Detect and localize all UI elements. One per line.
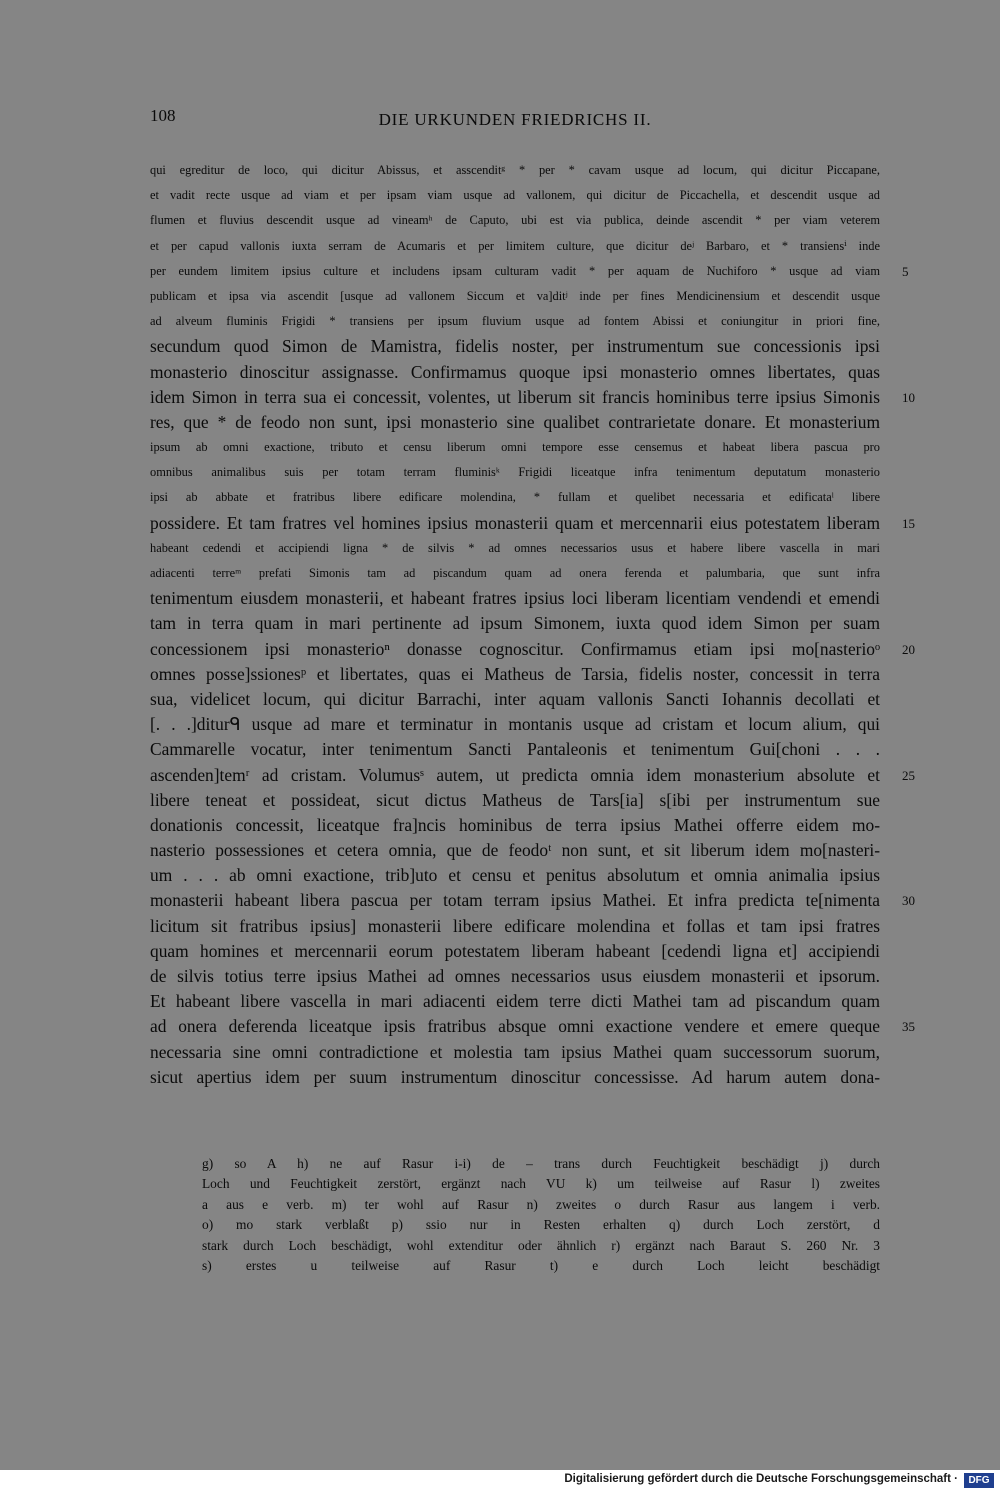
text-line-content: ad alveum fluminis Frigidi * transiens per ipsum fluvium usque ad fontem Abissi et coniungitur in priori fine, xyxy=(150,314,880,329)
text-line-content: et per capud vallonis iuxta serram de Acumaris et per limitem culture, que dicitur deʲ Barbaro, et * transiensⁱ inde xyxy=(150,238,880,253)
funding-footer xyxy=(0,1470,1000,1492)
text-line xyxy=(150,964,880,989)
footer-credit: Digitalisierung gefördert durch die Deutsche Forschungsgemeinschaft · xyxy=(564,1473,958,1485)
text-line-content: tenimentum eiusdem monasterii, et habeant fratres ipsius loci liberam licentiam vendendi et emendi xyxy=(150,588,880,609)
text-line-content: monasterii habeant libera pascua per totam terram ipsius Mathei. Et infra predicta te[nimenta xyxy=(150,890,880,911)
apparatus-line: g) so A h) ne auf Rasur i-i) de – trans durch Feuchtigkeit beschädigt j) durch xyxy=(202,1156,880,1171)
text-line-content: nasterio possessiones et cetera omnia, que de feodoᵗ non sunt, et sit liberum idem mo[nasteri- xyxy=(150,840,880,861)
apparatus-line: Loch und Feuchtigkeit zerstört, ergänzt nach VU k) um teilweise auf Rasur l) zweites xyxy=(202,1176,880,1192)
text-line xyxy=(150,309,880,334)
text-line xyxy=(150,410,880,435)
text-line xyxy=(150,637,915,662)
text-line xyxy=(150,788,880,813)
text-line-content: libere teneat et possideat, sicut dictus Matheus de Tars[ia] s[ibi per instrumentum sue xyxy=(150,789,880,810)
text-line xyxy=(150,914,880,939)
text-line xyxy=(150,259,909,284)
text-line xyxy=(150,611,880,636)
text-line-content: omnibus animalibus suis per totam terram fluminisᵏ Frigidi liceatque infra tenimentum deputatum monasterio xyxy=(150,465,880,480)
apparatus-line: stark durch Loch beschädigt, wohl extenditur oder ähnlich r) ergänzt nach Baraut S. 260 Nr. 3 xyxy=(202,1237,880,1253)
text-line xyxy=(150,939,880,964)
line-number: 35 xyxy=(902,1019,915,1035)
text-line xyxy=(150,989,880,1014)
text-line xyxy=(150,385,915,410)
text-line-content: per eundem limitem ipsius culture et includens ipsam culturam vadit * per aquam de Nuchiforo * usque ad viam xyxy=(150,263,880,278)
text-line-content: secundum quod Simon de Mamistra, fidelis noster, per instrumentum sue concessionis ipsi xyxy=(150,336,880,357)
text-line-content: ad onera deferenda liceatque ipsis fratribus absque omni exactione vendere et emere queque xyxy=(150,1016,880,1037)
charter-text xyxy=(150,158,915,1090)
text-line xyxy=(150,1065,880,1090)
text-line xyxy=(150,485,880,510)
text-line xyxy=(150,334,880,359)
text-line xyxy=(150,511,915,536)
page-number: 108 xyxy=(150,106,176,125)
text-line-content: res, que * de feodo non sunt, ipsi monasterio sine qualibet contrarietate donare. Et monasterium xyxy=(150,411,880,432)
text-line xyxy=(150,586,880,611)
apparatus-line: a aus e verb. m) ter wohl auf Rasur n) zweites o durch Rasur aus langem i verb. xyxy=(202,1196,880,1212)
text-line-content: concessionem ipsi monasterioⁿ donasse cognoscitur. Confirmamus etiam ipsi mo[nasterioᵒ xyxy=(150,638,880,659)
text-line xyxy=(150,234,880,259)
apparatus-line: s) erstes u teilweise auf Rasur t) e durch Loch leicht beschädigt xyxy=(202,1257,880,1273)
text-line-content: monasterio dinoscitur assignasse. Confirmamus quoque ipsi monasterio omnes libertates, quas xyxy=(150,361,880,382)
text-line xyxy=(150,435,880,460)
text-line xyxy=(150,1040,880,1065)
text-line-content: um . . . ab omni exactione, trib]uto et censu et penitus absolutum et omnia animalia ipsius xyxy=(150,865,880,886)
text-line-content: sua, videlicet locum, qui dicitur Barrachi, inter aquam vallonis Sancti Iohannis decollati et xyxy=(150,688,880,709)
text-line-content: ascenden]temʳ ad cristam. Volumusˢ autem, ut predicta omnia idem monasterium absolute et xyxy=(150,764,880,785)
text-line xyxy=(150,183,880,208)
text-line xyxy=(150,737,880,762)
text-line xyxy=(150,460,880,485)
text-line xyxy=(150,888,915,913)
text-line-content: publicam et ipsa via ascendit [usque ad vallonem Siccum et va]ditʲ inde per fines Mendicinensium et descendit usque xyxy=(150,288,880,303)
text-line xyxy=(150,536,880,561)
text-line xyxy=(150,763,915,788)
text-line-content: habeant cedendi et accipiendi ligna * de silvis * ad omnes necessarios usus et habere libere vascella in mari xyxy=(150,540,880,555)
running-title: DIE URKUNDEN FRIEDRICHS II. xyxy=(378,110,652,129)
text-line xyxy=(150,208,880,233)
line-number: 25 xyxy=(902,767,915,783)
text-line-content: necessaria sine omni contradictione et molestia tam ipsius Mathei quam successorum suorum, xyxy=(150,1041,880,1062)
apparatus-line: o) mo stark verblaßt p) ssio nur in Resten erhalten q) durch Loch zerstört, d xyxy=(202,1217,880,1233)
text-line-content: donationis concessit, liceatque fra]ncis hominibus de terra ipsius Mathei offerre eidem mo- xyxy=(150,814,880,835)
text-line xyxy=(150,863,880,888)
text-line xyxy=(150,687,880,712)
text-line-content: et vadit recte usque ad viam et per ipsam viam usque ad vallonem, qui dicitur de Piccachella, et descendit usque ad xyxy=(150,188,880,203)
text-line-content: omnes posse]ssionesᵖ et libertates, quas ei Matheus de Tarsia, fidelis noster, concessit in terra xyxy=(150,663,880,684)
text-line-content: qui egreditur de loco, qui dicitur Abissus, et asscenditᵍ * per * cavam usque ad locum, qui dicitur Piccapane, xyxy=(150,163,880,177)
text-line-content: ipsi ab abbate et fratribus libere edificare molendina, * fullam et quelibet necessaria et edificataˡ libere xyxy=(150,490,880,505)
line-number: 20 xyxy=(902,641,915,657)
line-number: 10 xyxy=(902,389,915,405)
text-line-content: quam homines et mercennarii eorum potestatem liberam habeant [cedendi ligna et] accipiendi xyxy=(150,940,880,961)
text-line-content: Cammarelle vocatur, inter tenimentum Sancti Pantaleonis et tenimentum Gui[choni . . . xyxy=(150,739,880,760)
text-line xyxy=(150,284,880,309)
text-line-content: idem Simon in terra sua ei concessit, volentes, ut liberum sit francis hominibus terre ipsius Simonis xyxy=(150,386,880,407)
text-line xyxy=(150,360,880,385)
page-header xyxy=(150,104,880,134)
critical-apparatus xyxy=(202,1154,880,1276)
text-line xyxy=(150,712,880,737)
text-line-content: sicut apertius idem per suum instrumentum dinoscitur concessisse. Ad harum autem dona- xyxy=(150,1066,880,1087)
text-line-content: possidere. Et tam fratres vel homines ipsius monasterii quam et mercennarii eius potestatem liberam xyxy=(150,512,880,533)
text-line xyxy=(150,662,880,687)
line-number: 30 xyxy=(902,893,915,909)
text-line-content: flumen et fluvius descendit usque ad vineamʰ de Caputo, ubi est via publica, deinde ascendit * per viam veterem xyxy=(150,213,880,228)
text-line-content: ipsum ab omni exactione, tributo et censu liberum omni tempore esse censemus et habeat libera pascua pro xyxy=(150,440,880,455)
text-line xyxy=(150,813,880,838)
text-line xyxy=(150,838,880,863)
line-number: 15 xyxy=(902,515,915,531)
line-number: 5 xyxy=(902,263,909,279)
text-line-content: [. . .]diturᑫ usque ad mare et terminatur in montanis usque ad cristam et locum alium, qui xyxy=(150,714,880,735)
text-line xyxy=(150,1014,915,1039)
text-line-content: tam in terra quam in mari pertinente ad ipsum Simonem, iuxta quod idem Simon per suam xyxy=(150,613,880,634)
text-line-content: licitum sit fratribus ipsius] monasterii libere edificare molendina et follas et tam ipsi fratres xyxy=(150,915,880,936)
text-line xyxy=(150,561,880,586)
text-line xyxy=(150,158,880,183)
text-line-content: adiacenti terreᵐ prefati Simonis tam ad piscandum quam ad onera ferenda et palumbaria, que sunt infra xyxy=(150,566,880,580)
text-line-content: Et habeant libere vascella in mari adiacenti eidem terre dicti Mathei tam ad piscandum quam xyxy=(150,991,880,1012)
text-line-content: de silvis totius terre ipsius Mathei ad omnes necessarios usus eiusdem monasterii et ipsorum. xyxy=(150,966,880,986)
dfg-logo: DFG xyxy=(964,1473,994,1488)
